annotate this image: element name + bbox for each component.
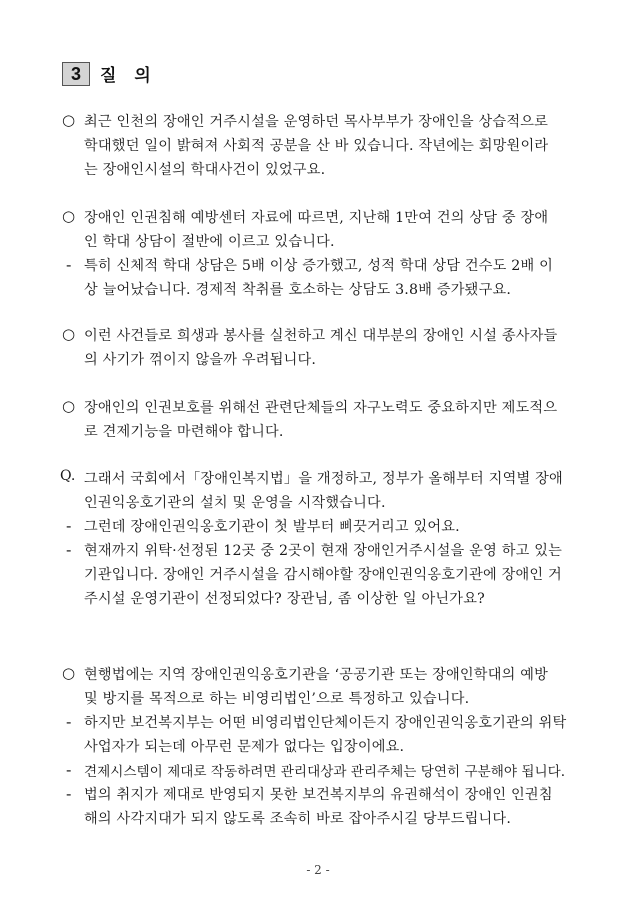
section-number-box: 3 [62,62,90,86]
paragraph-line: 및 방지를 목적으로 하는 비영리법인’으로 특정하고 있습니다. [84,691,470,707]
paragraph-line: 그래서 국회에서「장애인복지법」을 개정하고, 정부가 올해부터 지역별 장애 [84,471,563,487]
paragraph-line: 학대했던 일이 밝혀져 사회적 공분을 산 바 있습니다. 작년에는 회망원이라 [84,138,549,154]
paragraph-line: 해의 사각지대가 되지 않도록 조속히 바로 잡아주시길 당부드립니다. [84,811,512,827]
paragraph-line: 하지만 보건복지부는 어떤 비영리법인단체이든지 장애인권익옹호기관의 위탁 [84,715,567,731]
dash-bullet-icon: - [66,516,72,535]
paragraph-line: 로 견제기능을 마련해야 합니다. [84,424,284,440]
dash-bullet-icon: - [66,255,72,274]
dash-bullet-icon: - [66,760,72,779]
circle-bullet-icon: ○ [62,397,76,415]
circle-bullet-icon: ○ [62,111,76,129]
dash-bullet-icon: - [66,540,72,559]
paragraph-line: 법의 취지가 제대로 반영되지 못한 보건복지부의 유권해석이 장애인 인권침 [84,787,553,803]
paragraph-line: 인권익옹호기관의 설치 및 운영을 시작했습니다. [84,495,386,511]
paragraph-line: 장애인 인권침해 예방센터 자료에 따르면, 지난해 1만여 건의 상담 중 장애 [84,210,549,226]
section-title: 질 의 [100,66,157,86]
dash-bullet-icon: - [66,712,72,731]
paragraph-line: 장애인의 인권보호를 위해선 관련단체들의 자구노력도 중요하지만 제도적으 [84,400,558,416]
question-marker: Q. [60,468,76,484]
circle-bullet-icon: ○ [62,664,76,682]
paragraph-line: 최근 인천의 장애인 거주시설을 운영하던 목사부부가 장애인을 상습적으로 [84,114,549,130]
paragraph-line: 이런 사건들로 희생과 봉사를 실천하고 계신 대부분의 장애인 시설 종사자들 [84,328,558,344]
section-heading [62,61,157,86]
page-number: - 2 - [306,863,330,877]
paragraph-line: 인 학대 상담이 절반에 이르고 있습니다. [84,234,335,250]
paragraph-line: 주시설 운영기관이 선정되었다? 장관님, 좀 이상한 일 아닌가요? [84,591,485,607]
paragraph-line: 그런데 장애인권익옹호기관이 첫 발부터 삐끗거리고 있어요. [84,519,460,535]
circle-bullet-icon: ○ [62,207,76,225]
paragraph-line: 현행법에는 지역 장애인권익옹호기관을 ‘공공기관 또는 장애인학대의 예방 [84,667,549,683]
paragraph-line: 상 늘어났습니다. 경제적 착취를 호소하는 상담도 3.8배 증가됐구요. [84,282,512,298]
dash-bullet-icon: - [66,784,72,803]
paragraph-line: 사업자가 되는데 아무런 문제가 없다는 입장이에요. [84,739,405,755]
paragraph-line: 는 장애인시설의 학대사건이 있었구요. [84,162,326,178]
paragraph-line: 현재까지 위탁·선정된 12곳 중 2곳이 현재 장애인거주시설을 운영 하고 있는 [84,543,563,559]
paragraph-line: 기관입니다. 장애인 거주시설을 감시해야할 장애인권익옹호기관에 장애인 거 [84,567,562,583]
paragraph-line: 의 사기가 꺾이지 않을까 우려됩니다. [84,352,317,368]
paragraph-line: 견제시스템이 제대로 작동하려면 관리대상과 관리주체는 당연히 구분해야 됩니다. [84,764,566,780]
circle-bullet-icon: ○ [62,325,76,343]
paragraph-line: 특히 신체적 학대 상담은 5배 이상 증가했고, 성적 학대 상담 건수도 2배 이 [84,258,554,274]
